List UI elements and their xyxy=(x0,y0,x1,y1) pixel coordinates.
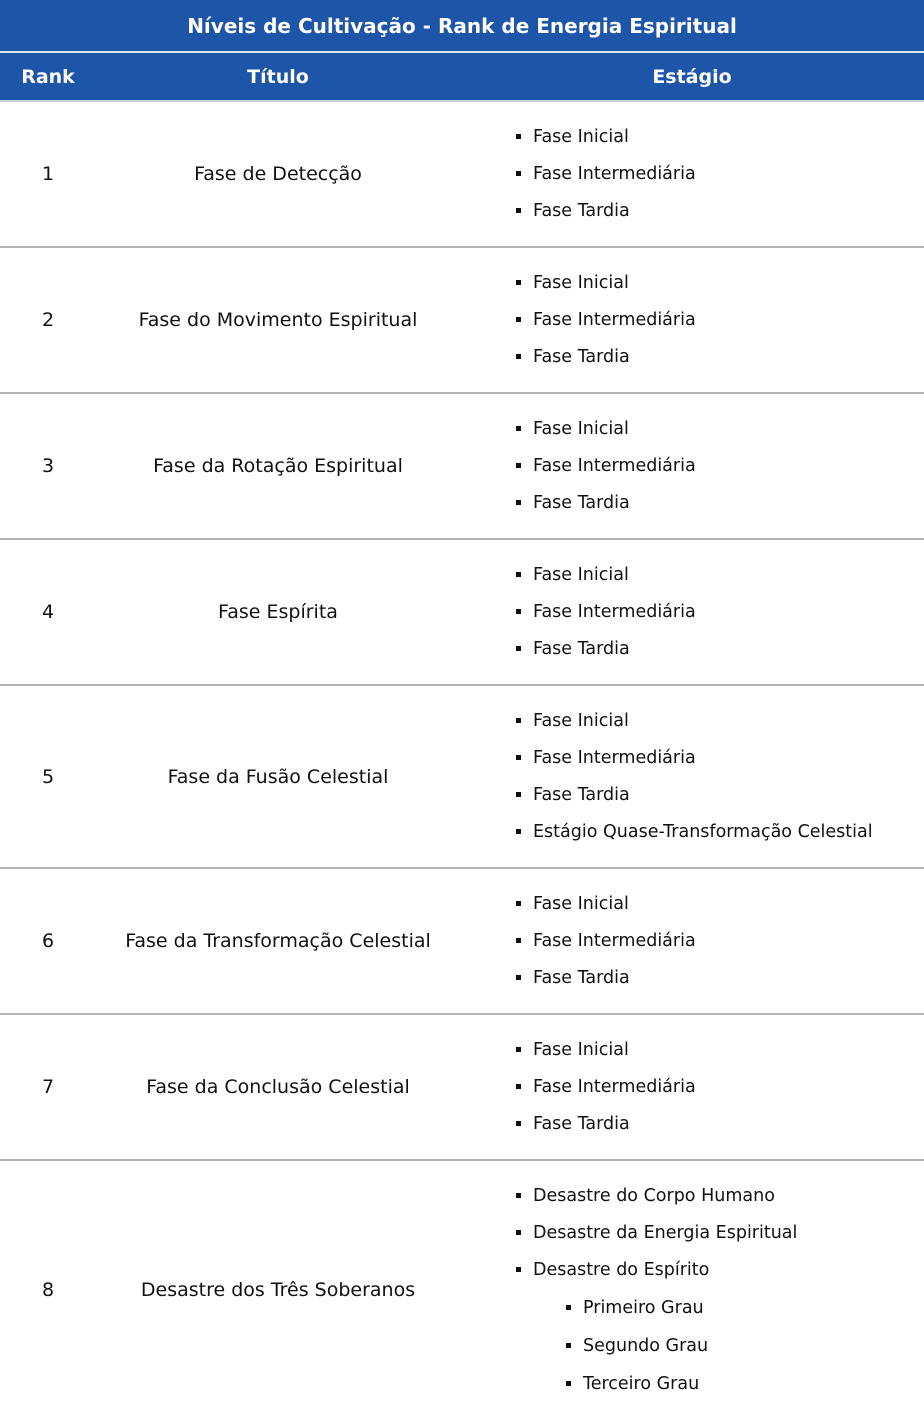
stage-cell xyxy=(460,1160,924,1419)
stage-item xyxy=(533,929,924,953)
stage-item xyxy=(533,271,924,295)
title-cell: Fase da Transformação Celestial xyxy=(125,930,431,952)
stage-list xyxy=(460,563,924,661)
table-title-row xyxy=(0,0,924,52)
stage-list xyxy=(460,125,924,223)
stage-item xyxy=(533,709,924,733)
rank-cell: 6 xyxy=(41,930,55,952)
stage-label: Fase Tardia xyxy=(533,493,630,513)
stage-item xyxy=(533,417,924,441)
stage-label: Fase Intermediária xyxy=(533,456,696,476)
stage-label: Fase Inicial xyxy=(533,565,629,585)
stage-label: Fase Inicial xyxy=(533,419,629,439)
table-row xyxy=(0,1160,924,1419)
stage-label: Fase Tardia xyxy=(533,1114,630,1134)
table-row xyxy=(0,868,924,1014)
stage-item xyxy=(533,637,924,661)
stage-list xyxy=(460,1184,924,1396)
stage-cell xyxy=(460,101,924,247)
stage-item xyxy=(533,892,924,916)
stage-item xyxy=(533,1038,924,1062)
rank-cell: 3 xyxy=(41,455,55,477)
stage-cell xyxy=(460,685,924,868)
stage-item xyxy=(533,491,924,515)
stage-item xyxy=(533,162,924,186)
stage-label: Fase Tardia xyxy=(533,968,630,988)
substage-list xyxy=(533,1296,924,1396)
table-row xyxy=(0,247,924,393)
title-cell: Fase da Fusão Celestial xyxy=(167,765,389,788)
rank-cell: 1 xyxy=(41,163,55,185)
stage-cell xyxy=(460,539,924,685)
table-row xyxy=(0,539,924,685)
stage-label: Desastre do Corpo Humano xyxy=(533,1186,775,1206)
stage-item xyxy=(533,125,924,149)
stage-list xyxy=(460,892,924,990)
stage-label: Desastre da Energia Espiritual xyxy=(533,1223,798,1243)
stage-label: Fase Intermediária xyxy=(533,748,696,768)
stage-item xyxy=(533,820,924,844)
stage-label: Fase Intermediária xyxy=(533,1077,696,1097)
column-header-row xyxy=(0,52,924,101)
title-cell: Fase de Detecção xyxy=(194,163,362,185)
stage-label: Fase Inicial xyxy=(533,127,629,147)
stage-item xyxy=(533,783,924,807)
stage-list xyxy=(460,1038,924,1136)
rank-cell: 7 xyxy=(41,1076,55,1098)
stage-item xyxy=(533,1075,924,1099)
stage-label: Desastre do Espírito xyxy=(533,1260,710,1280)
stage-label: Fase Inicial xyxy=(533,711,629,731)
stage-cell xyxy=(460,1014,924,1160)
stage-label: Fase Tardia xyxy=(533,785,630,805)
stage-cell xyxy=(460,247,924,393)
stage-label: Estágio Quase-Transformação Celestial xyxy=(533,822,873,842)
stage-label: Fase Tardia xyxy=(533,639,630,659)
stage-label: Fase Tardia xyxy=(533,201,630,221)
table-row xyxy=(0,685,924,868)
rank-cell: 4 xyxy=(41,601,55,623)
stage-item xyxy=(533,746,924,770)
stage-label: Fase Tardia xyxy=(533,347,630,367)
stage-cell xyxy=(460,393,924,539)
title-cell: Fase da Conclusão Celestial xyxy=(146,1076,410,1098)
table-row xyxy=(0,1014,924,1160)
stage-label: Fase Inicial xyxy=(533,894,629,914)
substage-item: ▪ Segundo Grau xyxy=(583,1334,924,1358)
stage-item xyxy=(533,345,924,369)
stage-list xyxy=(460,417,924,515)
stage-list xyxy=(460,271,924,369)
title-cell: Fase Espírita xyxy=(218,601,338,623)
table-body xyxy=(0,101,924,1419)
table-title: Níveis de Cultivação - Rank de Energia Espiritual xyxy=(0,0,924,52)
stage-item xyxy=(533,600,924,624)
rank-cell: 8 xyxy=(41,1279,55,1301)
stage-item xyxy=(533,199,924,223)
substage-item: ▪ Primeiro Grau xyxy=(583,1296,924,1320)
stage-cell xyxy=(460,868,924,1014)
stage-label: Fase Intermediária xyxy=(533,310,696,330)
stage-label: Fase Intermediária xyxy=(533,602,696,622)
stage-label: Fase Intermediária xyxy=(533,931,696,951)
column-header-titulo: Título xyxy=(96,52,460,101)
substage-item: ▪ Terceiro Grau xyxy=(583,1372,924,1396)
stage-item xyxy=(533,454,924,478)
title-cell: Fase da Rotação Espiritual xyxy=(153,455,403,477)
stage-label: Fase Inicial xyxy=(533,1040,629,1060)
stage-item xyxy=(533,1112,924,1136)
stage-item xyxy=(533,966,924,990)
stage-label: Fase Intermediária xyxy=(533,164,696,184)
stage-item xyxy=(533,563,924,587)
title-cell: Desastre dos Três Soberanos xyxy=(140,1279,416,1301)
stage-list xyxy=(460,709,924,844)
stage-item xyxy=(533,1258,924,1396)
rank-cell: 2 xyxy=(41,309,55,331)
stage-item xyxy=(533,1184,924,1208)
column-header-rank: Rank xyxy=(0,52,96,101)
title-cell: Fase do Movimento Espiritual xyxy=(138,309,418,331)
column-header-estagio: Estágio xyxy=(460,52,924,101)
table-row xyxy=(0,101,924,247)
stage-label: Fase Inicial xyxy=(533,273,629,293)
rank-cell: 5 xyxy=(41,765,55,788)
stage-item xyxy=(533,1221,924,1245)
stage-item xyxy=(533,308,924,332)
table-row xyxy=(0,393,924,539)
